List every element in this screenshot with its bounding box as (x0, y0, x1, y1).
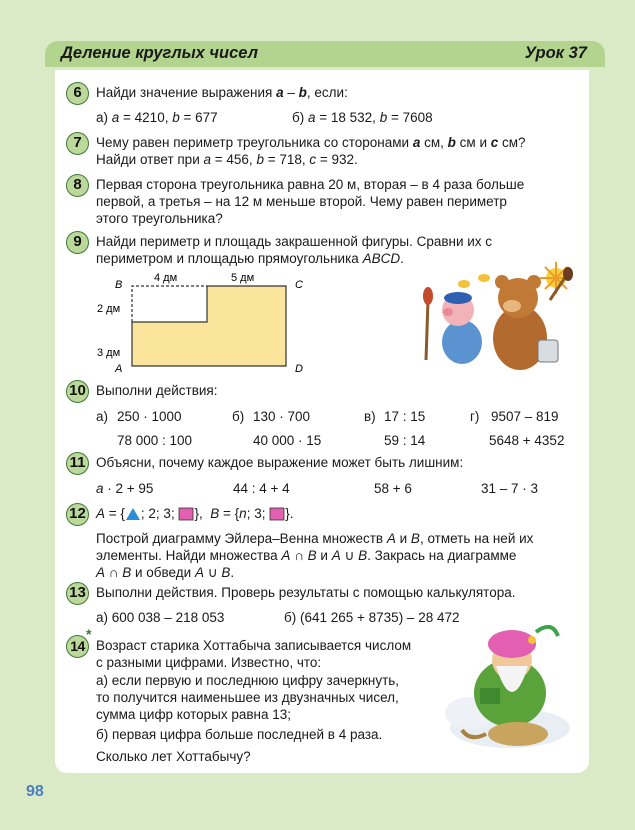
task-14-line-5: сумма цифр которых равна 13; (96, 707, 291, 722)
lesson-header (45, 41, 605, 67)
jug (488, 722, 548, 746)
task-8-badge: 8 (66, 174, 89, 197)
label-4dm: 4 дм (154, 272, 178, 284)
lesson-number: Урок 37 (524, 44, 587, 62)
task-14-line-1: Возраст старика Хоттабыча записывается числом (96, 638, 412, 653)
hottabych-illustration (440, 618, 580, 758)
star-icon: * (86, 626, 92, 642)
task-9-line-1: Найди периметр и площадь закрашенной фигуры. Сравни их с (96, 234, 493, 249)
task-11-expr-1: a · 2 + 95 (96, 481, 154, 496)
dashed-rectangle-part (132, 286, 207, 322)
task-12-badge: 12 (66, 503, 89, 526)
task-10-d-expr-2: 5648 + 4352 (489, 433, 565, 448)
task-14-badge: 14 (66, 635, 89, 658)
task-9-badge: 9 (66, 231, 89, 254)
bucket (538, 340, 558, 362)
pink-square-icon (178, 507, 194, 521)
task-13-option-b: б) (641 265 + 8735) – 28 472 (284, 610, 460, 625)
task-8-line-1: Первая сторона треугольника равна 20 м, вторая – в 4 раза больше (96, 177, 525, 192)
task-12-line-2: элементы. Найди множества A ∩ B и A ∪ B. Закрась на диаграмме (96, 548, 517, 563)
task-6-question: Найди значение выражения a – b, если: (96, 85, 348, 100)
label-5dm: 5 дм (231, 272, 255, 284)
task-11-expr-3: 58 + 6 (374, 481, 412, 496)
task-12-sets: A = { ; 2; 3; }, B = {n; 3; }. (96, 506, 294, 521)
task-13-question: Выполни действия. Проверь результаты с помощью калькулятора. (96, 585, 516, 600)
task-11-question: Объясни, почему каждое выражение может быть лишним: (96, 455, 464, 470)
task-10-question: Выполни действия: (96, 383, 218, 398)
shaded-figure (132, 286, 286, 366)
task-10-a-expr-1: 250 · 1000 (117, 409, 182, 424)
piglet-and-bear-illustration (400, 260, 580, 385)
task-10-a-expr-2: 78 000 : 100 (117, 433, 193, 448)
task-10-d-label: г) (470, 409, 480, 424)
task-8-line-3: этого треугольника? (96, 211, 223, 226)
lesson-title: Деление круглых чисел (61, 44, 258, 62)
label-2dm: 2 дм (97, 303, 121, 315)
vertex-c: C (295, 279, 303, 291)
task-10-c-label: в) (364, 409, 376, 424)
vertex-a: A (115, 363, 123, 375)
blue-triangle-icon (125, 507, 141, 521)
task-6-option-b: б) a = 18 532, b = 7608 (292, 110, 433, 125)
task-10-c-expr-1: 17 : 15 (384, 409, 426, 424)
task-14-line-3: а) если первую и последнюю цифру зачеркнуть, (96, 673, 400, 688)
task-14-line-7: Сколько лет Хоттабычу? (96, 749, 251, 764)
task-10-a-label: а) (96, 409, 109, 424)
task-7-line-1: Чему равен периметр треугольника со сторонами a см, b см и c см? (96, 135, 526, 150)
task-12-line-1: Построй диаграмму Эйлера–Венна множеств A и B, отметь на ней их (96, 531, 534, 546)
task-8-line-2: первой, а третья – на 12 м меньше второй. Чему равен периметр (96, 194, 507, 209)
task-13-option-a: а) 600 038 – 218 053 (96, 610, 225, 625)
task-7-badge: 7 (66, 132, 89, 155)
page-number: 98 (26, 783, 44, 800)
task-14-line-4: то получится наименьшее из двузначных чисел, (96, 690, 399, 705)
task-10-b-expr-1: 130 · 700 (253, 409, 311, 424)
task-10-d-expr-1: 9507 – 819 (491, 409, 559, 424)
hottabych-turban (488, 630, 536, 658)
task-9-line-2: периметром и площадью прямоугольника ABCD. (96, 251, 404, 266)
task-13-badge: 13 (66, 582, 89, 605)
task-14-line-2: с разными цифрами. Известно, что: (96, 655, 322, 670)
task-12-line-3: A ∩ B и обведи A ∪ B. (96, 565, 235, 580)
task-6-option-a: а) a = 4210, b = 677 (96, 110, 218, 125)
task-11-expr-4: 31 – 7 · 3 (481, 481, 539, 496)
pink-square-icon (269, 507, 285, 521)
task-7-line-2: Найди ответ при a = 456, b = 718, c = 932. (96, 152, 358, 167)
task-11-badge: 11 (66, 452, 89, 475)
vertex-b: B (115, 279, 123, 291)
task-9-figure (95, 268, 320, 378)
vertex-d: D (295, 363, 303, 375)
task-14-line-6: б) первая цифра больше последней в 4 раза. (96, 727, 383, 742)
task-10-b-label: б) (232, 409, 245, 424)
task-10-badge: 10 (66, 380, 89, 403)
label-3dm: 3 дм (97, 347, 121, 359)
task-6-badge: 6 (66, 82, 89, 105)
task-10-c-expr-2: 59 : 14 (384, 433, 426, 448)
piglet-body (442, 320, 482, 364)
task-11-expr-2: 44 : 4 + 4 (233, 481, 290, 496)
task-10-b-expr-2: 40 000 · 15 (253, 433, 322, 448)
